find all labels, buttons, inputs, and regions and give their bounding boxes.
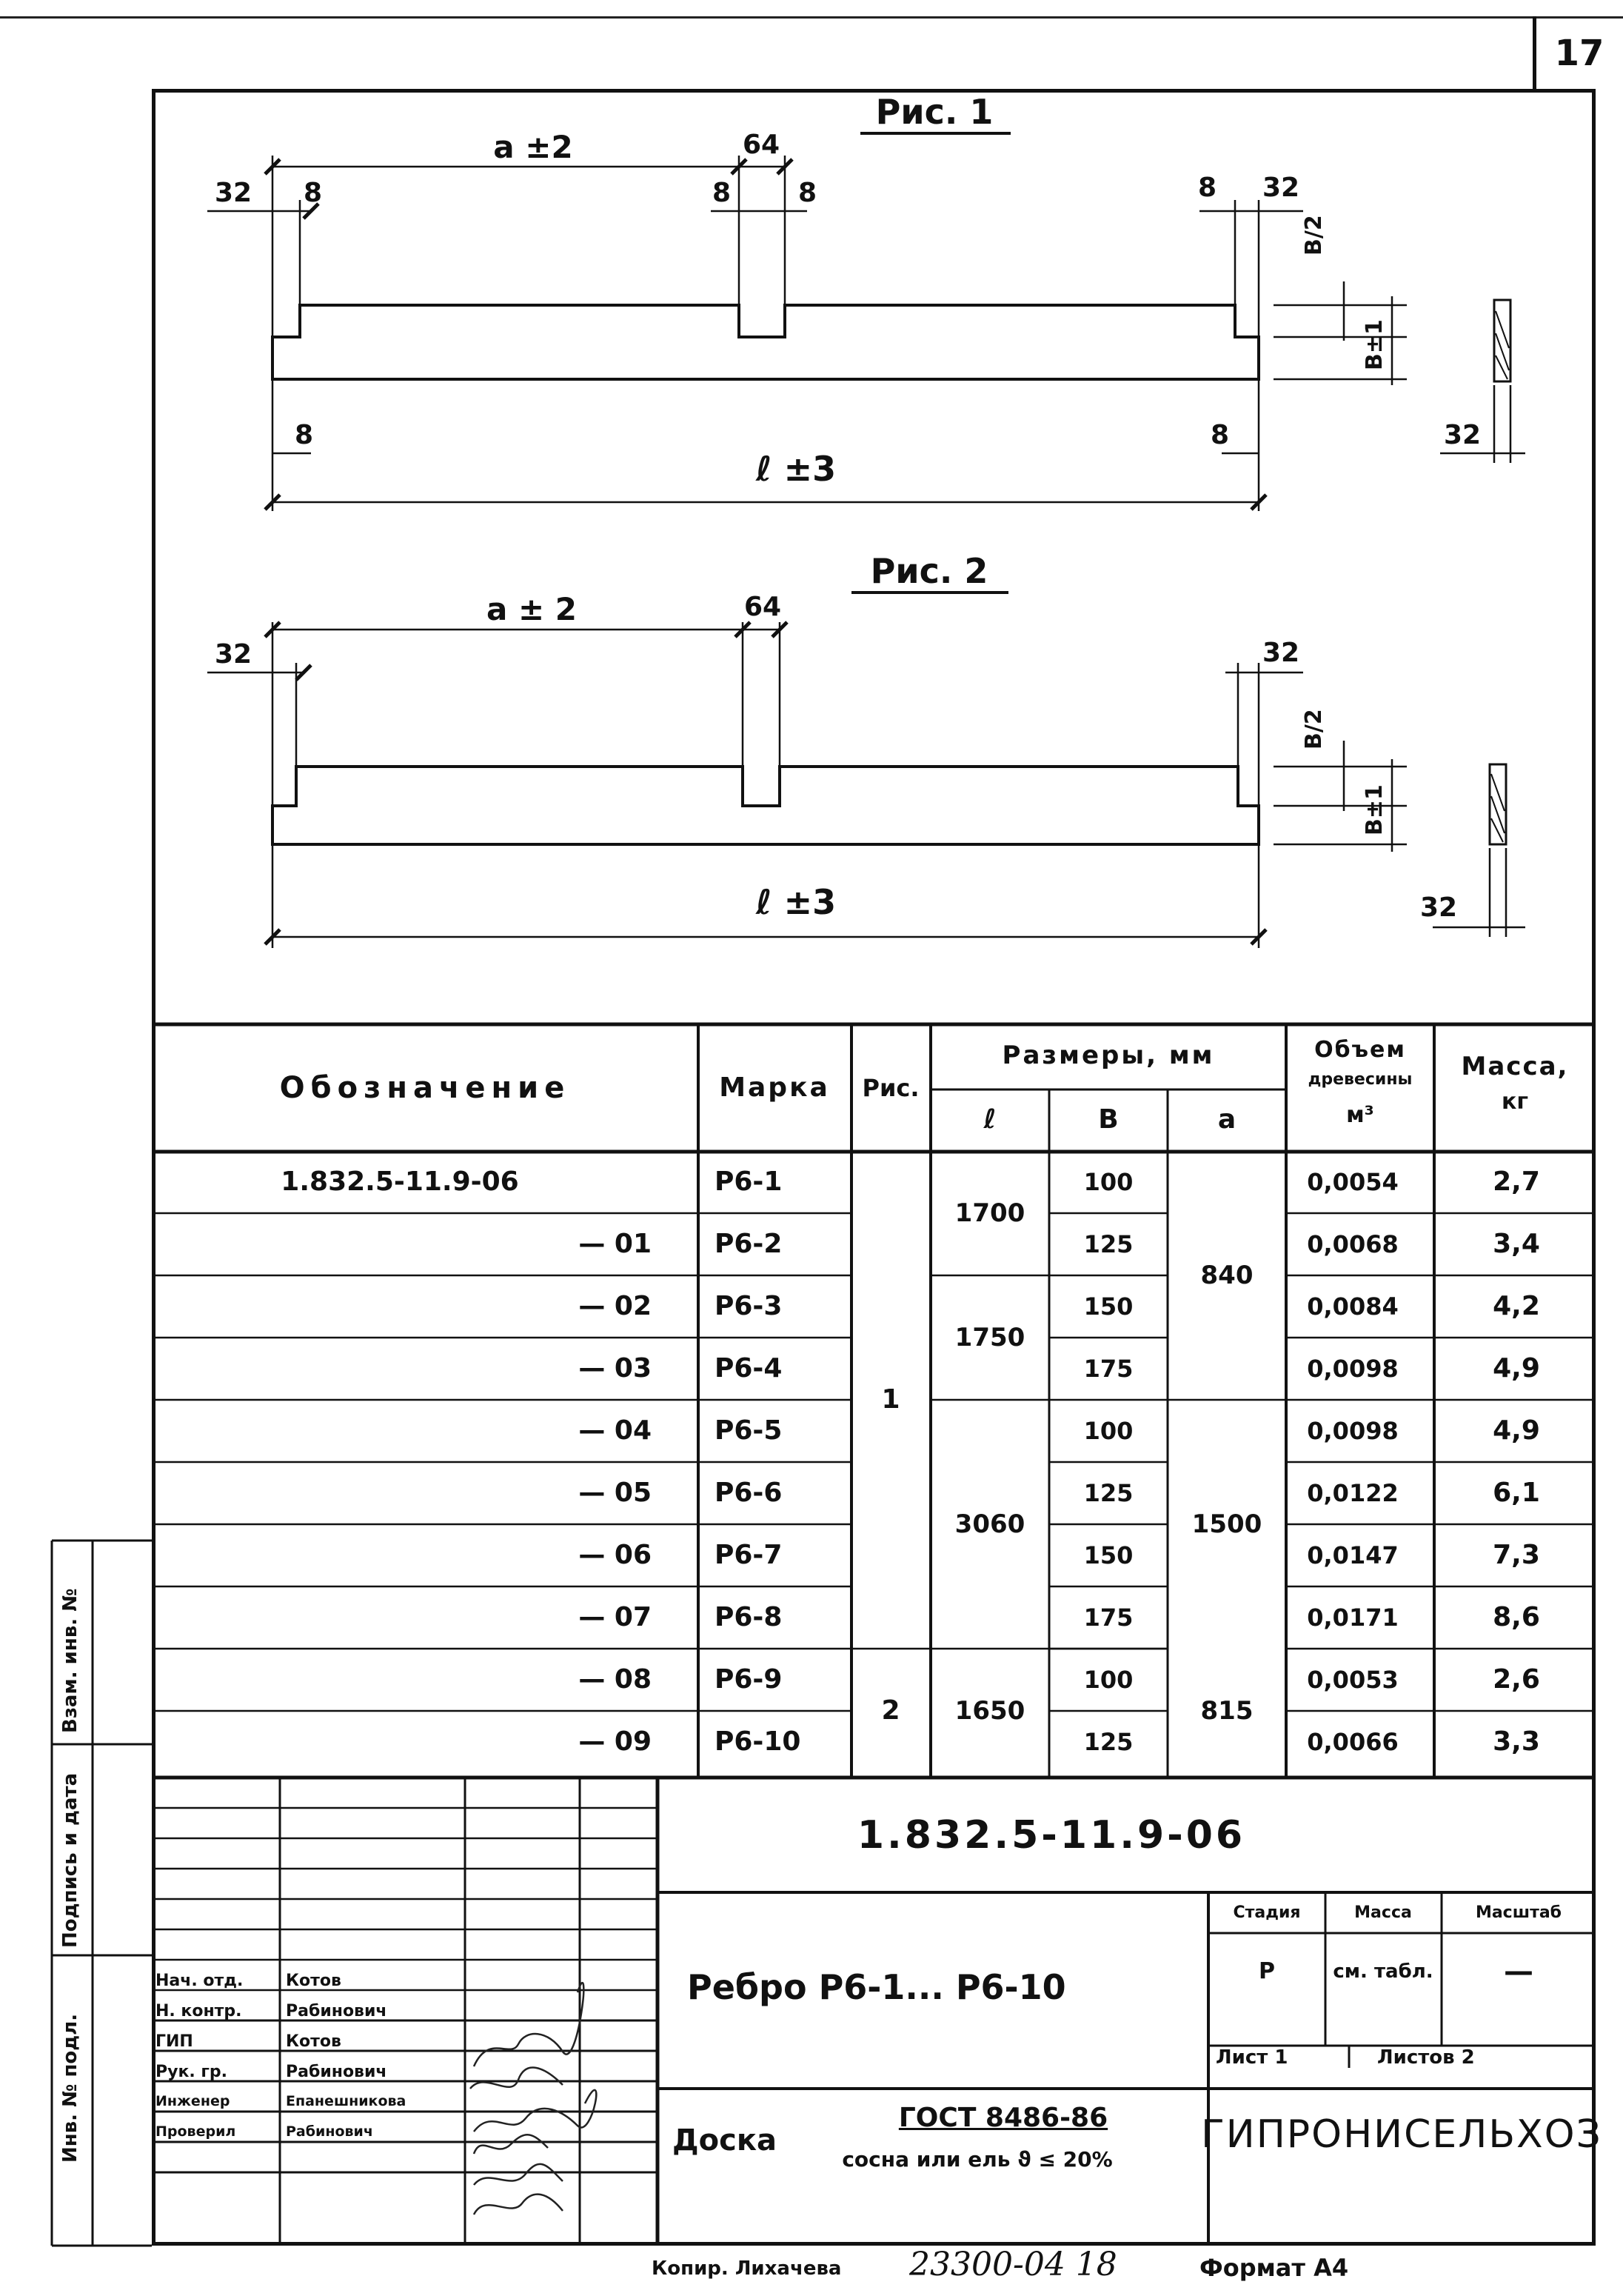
row-1-mass: 3,4 [1493,1229,1540,1259]
scale-value: — [1504,1955,1533,1989]
row-5-volume: 0,0122 [1307,1479,1399,1507]
row-5-mark: Р6-6 [715,1478,783,1508]
a-cell-1500: 1500 [1191,1509,1262,1539]
row-8-b: 100 [1083,1666,1134,1694]
signature-scribbles [470,1983,596,2215]
material-standard: ГОСТ 8486-86 [898,2103,1108,2133]
row-7-designation: — 07 [578,1602,652,1632]
row-6-b: 150 [1083,1541,1134,1569]
material-spec: сосна или ель ϑ ≤ 20% [842,2147,1113,2172]
fig1-dim-a: a ±2 [493,129,573,165]
fig2-dim-b: B±1 [1362,784,1388,835]
header-volume-unit: м³ [1346,1102,1374,1128]
row-8-mass: 2,6 [1493,1664,1540,1695]
fig1-dim-gap: 64 [742,130,780,160]
role-2: ГИП [155,2032,193,2051]
role-0: Нач. отд. [155,1972,244,1990]
role-3: Рук. гр. [155,2063,228,2081]
row-1-b: 125 [1083,1230,1134,1258]
scale-label: Масштаб [1475,1903,1562,1922]
row-8-volume: 0,0053 [1307,1666,1399,1694]
l-cell-1650: 1650 [954,1696,1025,1726]
fig-cell-1: 1 [881,1384,900,1415]
row-2-volume: 0,0084 [1307,1292,1399,1321]
row-7-mass: 8,6 [1493,1602,1540,1632]
row-0-mark: Р6-1 [715,1167,783,1197]
sheet-count: Листов 2 [1377,2046,1475,2069]
stamp-inv-podl: Инв. № подл. [59,2013,81,2163]
row-2-mass: 4,2 [1493,1291,1540,1321]
a-cell-815: 815 [1200,1696,1254,1726]
row-5-designation: — 05 [578,1478,652,1508]
stage-value: Р [1259,1958,1275,1984]
fig1-dim-notch-m2: 8 [798,178,817,208]
footer-copied: Копир. Лихачева [652,2257,842,2280]
material-label: Доска [672,2123,777,2157]
row-4-designation: — 04 [578,1415,652,1446]
fig1-dim-notch-left: 8 [304,178,323,208]
name-1: Рабинович [286,2002,387,2020]
row-2-b: 150 [1083,1292,1134,1321]
fig1-dim-b: B±1 [1362,319,1388,370]
row-5-b: 125 [1083,1479,1134,1507]
row-5-mass: 6,1 [1493,1478,1540,1508]
row-2-designation: — 02 [578,1291,652,1321]
header-fig: Рис. [862,1074,920,1102]
row-6-volume: 0,0147 [1307,1541,1399,1569]
role-4: Инженер [155,2093,230,2109]
row-3-mark: Р6-4 [715,1353,783,1384]
header-volume-wood: древесины [1308,1070,1413,1089]
header-l: ℓ [983,1104,997,1135]
fig1-dim-bottom-right: 8 [1211,420,1230,450]
name-2: Котов [286,2032,341,2051]
row-0-b: 100 [1083,1168,1134,1196]
role-1: Н. контр. [155,2002,242,2020]
fig1-dim-right-end: 32 [1262,173,1300,203]
row-1-volume: 0,0068 [1307,1230,1399,1258]
header-sizes: Размеры, мм [1002,1041,1215,1070]
fig1-dim-notch-right: 8 [1198,173,1217,203]
footer-format: Формат А4 [1199,2254,1349,2282]
fig1-dim-left-end: 32 [215,178,252,208]
row-0-mass: 2,7 [1493,1167,1540,1197]
name-0: Котов [286,1972,341,1990]
fig2-title: Рис. 2 [870,551,988,591]
row-6-mark: Р6-7 [715,1540,783,1570]
fig1-dim-thickness: 32 [1444,420,1482,450]
fig2-dim-left-end: 32 [215,639,252,670]
header-volume: Объем [1314,1037,1406,1063]
fig1-dim-length: ℓ ±3 [755,449,837,489]
mass-value: см. табл. [1333,1960,1433,1983]
stamp-vzam-inv: Взам. инв. № [59,1588,81,1733]
row-7-b: 175 [1083,1603,1134,1632]
mass-label: Масса [1354,1903,1412,1922]
sheet-number: Лист 1 [1216,2046,1288,2069]
row-0-volume: 0,0054 [1307,1168,1399,1196]
row-1-mark: Р6-2 [715,1229,783,1259]
row-4-mark: Р6-5 [715,1415,783,1446]
fig1-dim-notch-m1: 8 [712,178,732,208]
header-mass-unit: кг [1501,1089,1529,1115]
fig1-dimensions [207,129,1525,511]
stage-label: Стадия [1233,1903,1301,1922]
header-mass: Масса, [1461,1052,1569,1081]
row-6-designation: — 06 [578,1540,652,1570]
fig1-outline [272,305,1259,379]
footer-order: 23300-04 18 [909,2246,1117,2283]
row-7-volume: 0,0171 [1307,1603,1399,1632]
fig2-dim-gap: 64 [743,592,782,622]
fig2-dim-right-end: 32 [1262,638,1300,668]
fig2-dim-b-half: B/2 [1301,709,1327,750]
header-b: B [1098,1104,1119,1135]
row-8-designation: — 08 [578,1664,652,1695]
fig2-dimensions [207,593,1525,948]
row-7-mark: Р6-8 [715,1602,783,1632]
row-4-b: 100 [1083,1417,1134,1445]
fig2-outline [272,767,1259,844]
product-name: Ребро Р6-1... Р6-10 [687,1967,1066,2007]
a-cell-840: 840 [1200,1261,1254,1290]
row-8-mark: Р6-9 [715,1664,783,1695]
row-3-designation: — 03 [578,1353,652,1384]
fig1-dim-b-half: B/2 [1301,215,1327,256]
row-9-mark: Р6-10 [715,1726,801,1757]
row-3-b: 175 [1083,1355,1134,1383]
fig-cell-2: 2 [881,1695,900,1726]
row-1-designation: — 01 [578,1229,652,1259]
header-designation: Обозначение [279,1071,571,1105]
role-5: Проверил [155,2123,236,2140]
row-9-mass: 3,3 [1493,1726,1540,1757]
row-3-mass: 4,9 [1493,1353,1540,1384]
stamp-sign-date: Подпись и дата [59,1772,81,1948]
name-4: Епанешникова [286,2093,406,2109]
l-cell-3060: 3060 [954,1509,1025,1539]
organization-name: ГИПРОНИСЕЛЬХОЗ [1201,2112,1602,2157]
fig1-title: Рис. 1 [875,92,994,132]
row-2-mark: Р6-3 [715,1291,783,1321]
name-3: Рабинович [286,2063,387,2081]
page-number: 17 [1554,33,1604,74]
row-4-volume: 0,0098 [1307,1417,1399,1445]
row-4-mass: 4,9 [1493,1415,1540,1446]
fig2-dim-thickness: 32 [1420,892,1458,923]
header-mark: Марка [719,1072,830,1103]
row-9-designation: — 09 [578,1726,652,1757]
fig1-dim-bottom-left: 8 [295,420,314,450]
row-6-mass: 7,3 [1493,1540,1540,1570]
row-9-b: 125 [1083,1728,1134,1756]
row-0-designation: 1.832.5-11.9-06 [281,1167,519,1197]
row-9-volume: 0,0066 [1307,1728,1399,1756]
l-cell-1750: 1750 [954,1323,1025,1352]
header-a: a [1217,1104,1237,1135]
fig2-dim-a: a ± 2 [486,591,578,627]
table-grid [52,1024,1596,2246]
doc-code: 1.832.5-11.9-06 [857,1813,1246,1858]
row-3-volume: 0,0098 [1307,1355,1399,1383]
l-cell-1700: 1700 [954,1198,1025,1228]
fig2-dim-length: ℓ ±3 [755,882,837,922]
name-5: Рабинович [286,2123,373,2140]
